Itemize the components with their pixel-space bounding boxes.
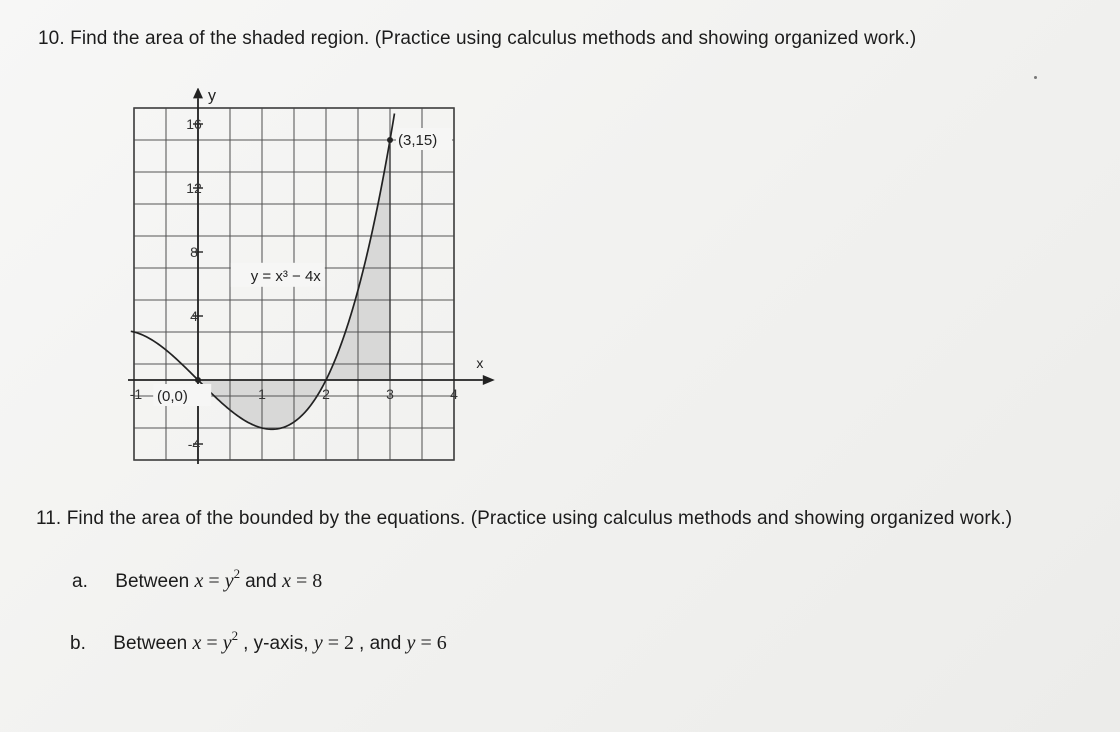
y-tick-label: 8	[190, 244, 198, 260]
part-b-yaxis: y-axis	[253, 633, 304, 654]
part-a-prefix: Between	[115, 571, 190, 592]
x-axis-label: x	[476, 355, 484, 371]
x-tick-label: 1	[258, 386, 266, 402]
question-11-text: Find the area of the bounded by the equations. (Practice using calculus methods and showing organized work.)	[66, 508, 1013, 529]
part-b-sep-3: ,	[359, 633, 365, 654]
x-tick-label: 2	[322, 386, 330, 402]
question-10-number: 10.	[38, 28, 65, 49]
question-11-number: 11.	[36, 508, 62, 529]
part-a-connector: and	[245, 571, 277, 592]
question-11-part-a	[72, 566, 322, 593]
y-tick-label: 12	[186, 180, 202, 196]
curve-label: y = x³ − 4x	[250, 267, 321, 285]
part-b-eq1-exponent: 2	[231, 628, 239, 643]
part-b-eq2-rhs: 2	[344, 632, 354, 654]
part-b-eq1-rhs: y	[222, 632, 232, 654]
part-a-eq1-rhs: y	[224, 570, 234, 592]
part-a-eq1-exponent: 2	[233, 566, 241, 581]
part-b-equation-3: y = 6	[406, 632, 447, 654]
y-axis-arrow	[193, 88, 203, 98]
part-a-equation-2: x = 8	[282, 570, 323, 592]
point-marker	[387, 137, 393, 143]
x-tick-label: 3	[386, 386, 394, 402]
part-a-equation-1: $x = y^2$	[194, 566, 241, 592]
y-tick-label: 16	[186, 116, 202, 132]
point-label-origin: (0,0)	[157, 388, 188, 405]
y-tick-label: 4	[190, 308, 198, 324]
part-b-sep-1: ,	[243, 633, 249, 654]
x-tick-label: -1	[129, 386, 143, 402]
part-b-equation-2: y = 2	[313, 632, 354, 654]
part-a-eq1-lhs: x	[194, 570, 204, 592]
part-b-letter: b.	[70, 633, 86, 654]
question-10-text: Find the area of the shaded region. (Practice using calculus methods and showing organized work.)	[70, 28, 917, 49]
part-a-eq2-lhs: x	[282, 570, 291, 592]
part-b-eq3-rhs: 6	[436, 632, 447, 654]
x-axis-arrow	[483, 375, 495, 385]
scan-speck	[1034, 76, 1037, 79]
point-label-3-15: (3,15)	[398, 132, 438, 149]
part-b-prefix: Between	[113, 633, 188, 654]
part-a-letter: a.	[72, 571, 88, 592]
y-axis-label: y	[208, 88, 216, 105]
y-tick-label: -4	[187, 436, 201, 452]
part-b-eq1-lhs: x	[192, 632, 202, 654]
part-b-eq3-lhs: y	[406, 632, 416, 654]
question-11-part-b	[70, 628, 447, 655]
part-b-equation-1: $x = y^2$	[192, 628, 239, 654]
part-b-sep-2: ,	[303, 633, 309, 654]
question-10	[38, 28, 916, 50]
part-a-eq2-rhs: 8	[312, 570, 323, 592]
point-marker	[195, 377, 201, 383]
part-b-eq2-lhs: y	[313, 632, 323, 654]
x-tick-label: 4	[450, 386, 458, 402]
question-11	[36, 508, 1012, 530]
graph-figure	[100, 88, 500, 468]
part-b-connector: and	[369, 633, 402, 654]
